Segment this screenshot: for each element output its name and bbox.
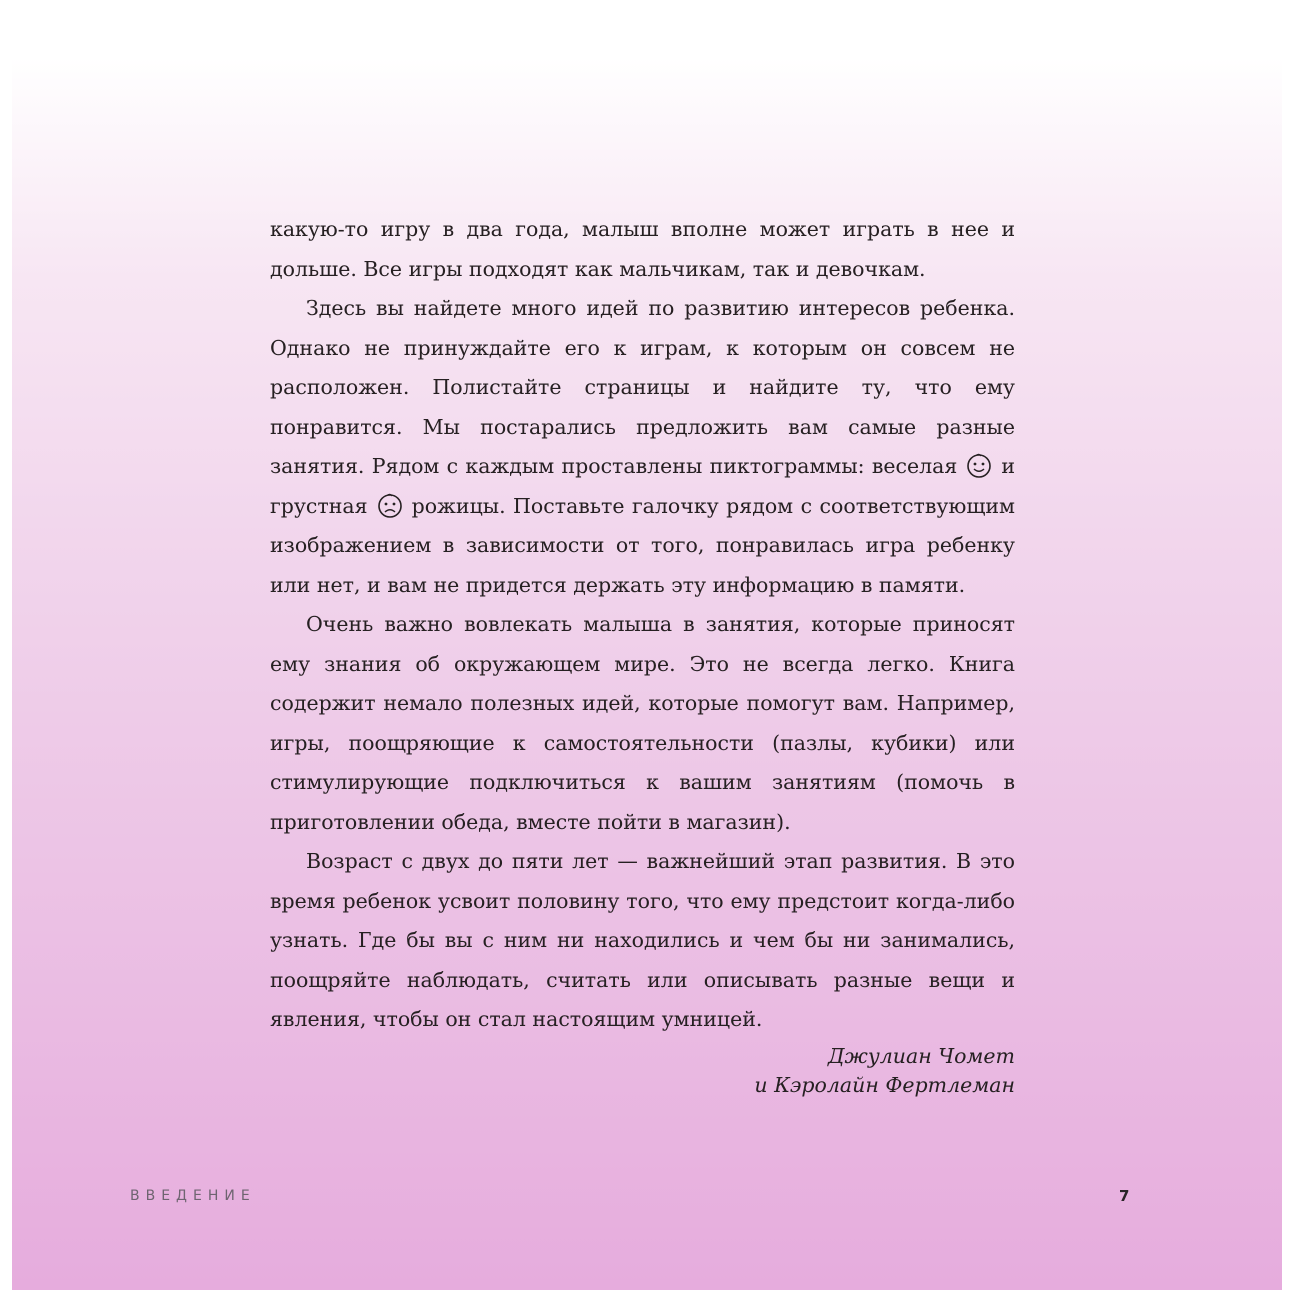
book-page	[12, 18, 1282, 1290]
paragraph-3: Очень важно вовлекать малыша в занятия, которые приносят ему знания об окружающем мире. Это не всегда легко. Книга содержит немало полезных идей, которые помогут вам. Например, игры, поощряющие к самостоятельности (пазлы, кубики) или стимулирующие подключиться к вашим занятиям (помочь в приготовлении обеда, вместе пойти в магазин).	[270, 612, 1015, 834]
paragraph-2-part-1: Здесь вы найдете много идей по развитию интересов ребенка. Однако не принуждайте его к играм, к которым он совсем не расположен. Полистайте страницы и найдите ту, что ему понравится. Мы постарались предложить вам самые разные занятия. Рядом с каждым проставлены пиктограммы: веселая	[270, 296, 1015, 478]
body-text	[270, 210, 1015, 1100]
signature-line-2: и Кэролайн Фертлеман	[754, 1072, 1015, 1097]
footer-section-title: ВВЕДЕНИЕ	[130, 1188, 256, 1204]
sad-face-icon	[376, 492, 404, 520]
paragraph-1: какую-то игру в два года, малыш вполне может играть в нее и дольше. Все игры подходят как мальчикам, так и девочкам.	[270, 217, 1015, 281]
paragraph-2-part-2: и грустная	[270, 454, 1015, 518]
paragraph-2-part-3: рожицы. Поставьте галочку рядом с соответствующим изображением в зависимости от того, понравилась игра ребенку или нет, и вам не придется держать эту информацию в памяти.	[270, 493, 1015, 597]
page-number: 7	[1119, 1187, 1130, 1205]
signature-line-1: Джулиан Чомет	[827, 1043, 1015, 1068]
paragraph-2	[270, 289, 1015, 605]
happy-face-icon	[965, 452, 993, 480]
signature	[270, 1042, 1015, 1100]
paragraph-4: Возраст с двух до пяти лет — важнейший этап развития. В это время ребенок усвоит половину того, что ему предстоит когда-либо узнать. Где бы вы с ним ни находились и чем бы ни занимались, поощряйте наблюдать, считать или описывать разные вещи и явления, чтобы он стал настоящим умницей.	[270, 849, 1015, 1031]
